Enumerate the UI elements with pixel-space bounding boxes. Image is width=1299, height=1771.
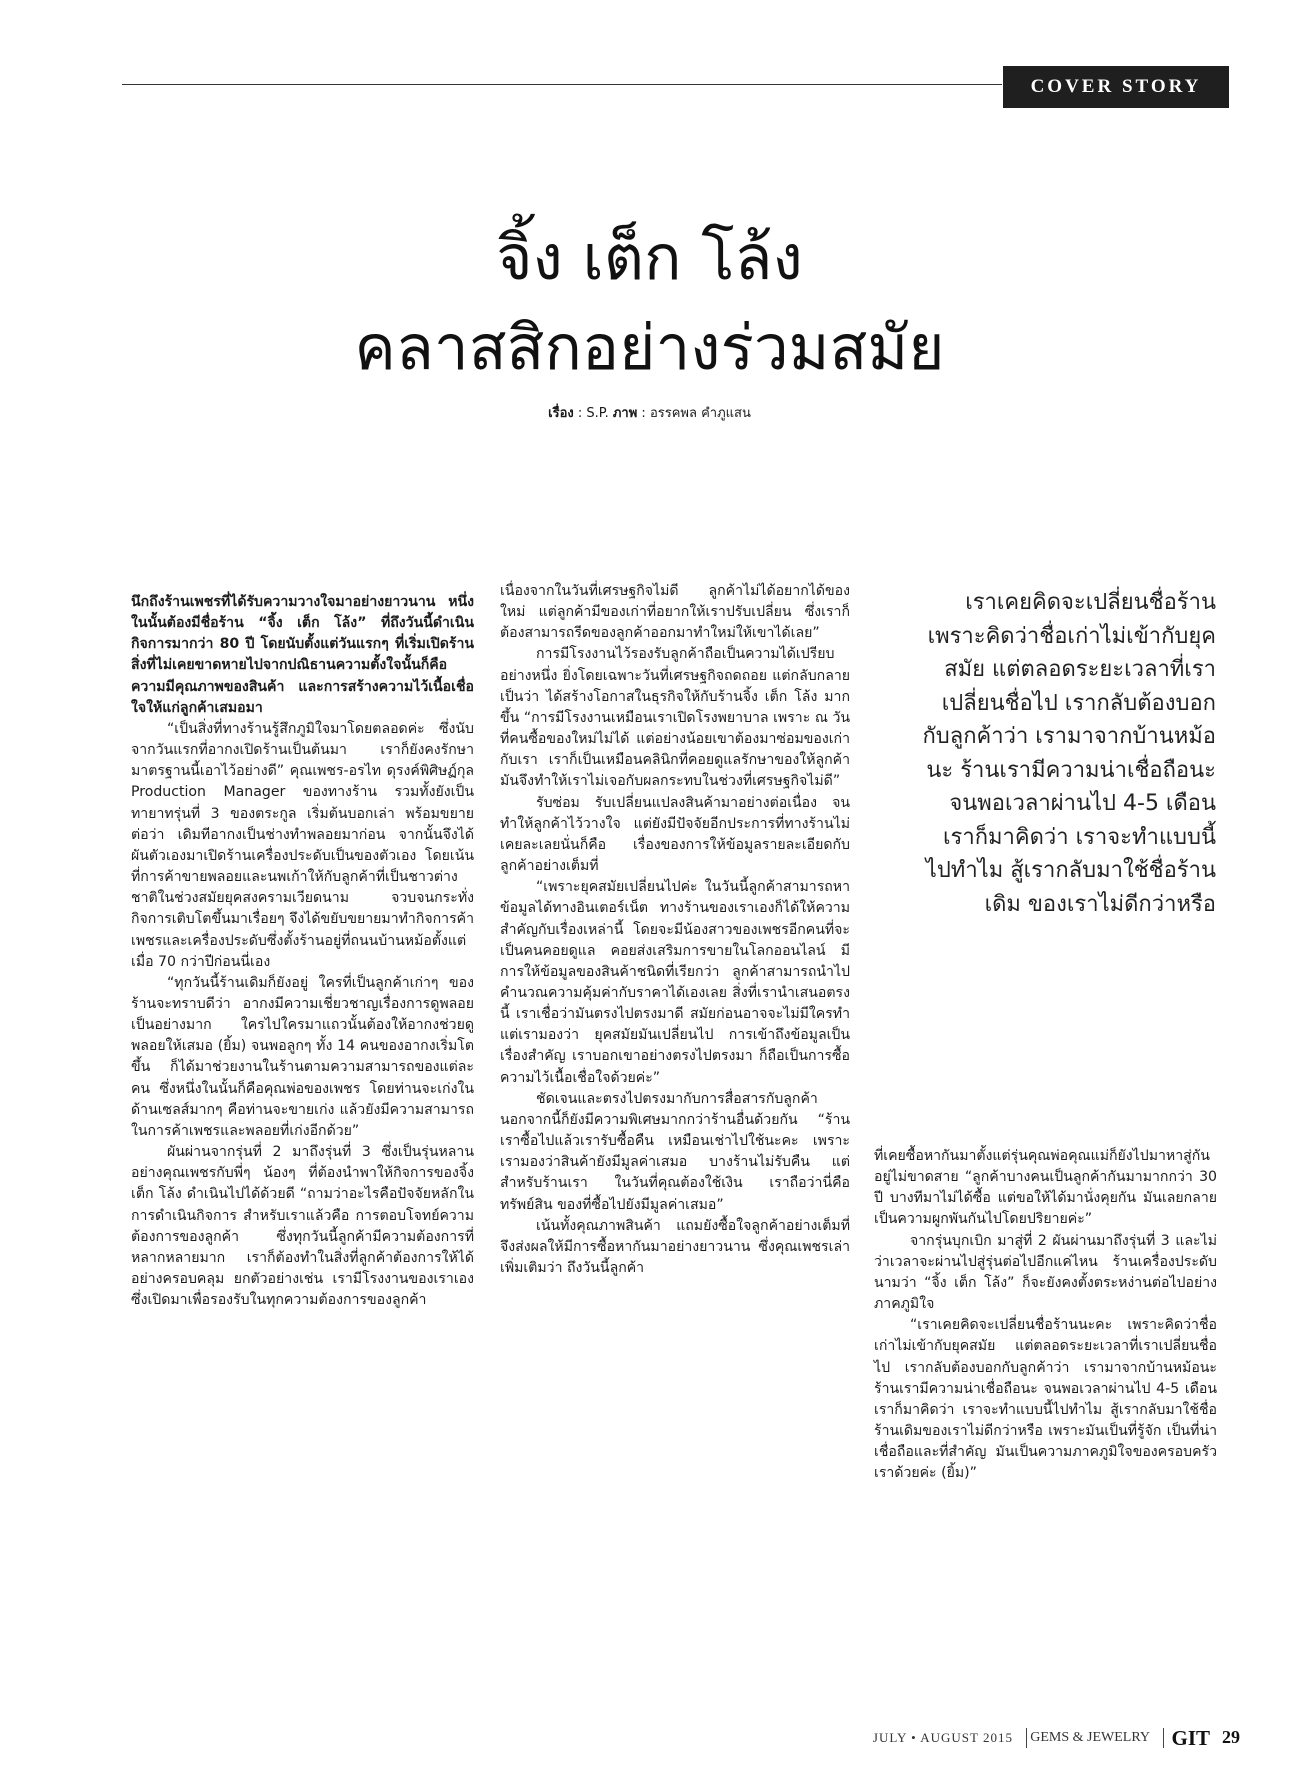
issue-date: JULY • AUGUST 2015 bbox=[872, 1730, 1013, 1745]
paragraph: จากรุ่นบุกเบิก มาสู่ที่ 2 ผันผ่านมาถึงรุ่นที่ 3 และไม่ว่าเวลาจะผ่านไปสู่รุ่นต่อไปอีกแค่ไหน ร้านเครื่องประดับนามว่า “จิ้ง เต็ก โล้ง” ก็จะยังคงตั้งตระหง่านต่อไปอย่างภาคภูมิใจ bbox=[874, 1232, 1217, 1313]
paragraph: “เพราะยุคสมัยเปลี่ยนไปค่ะ ในวันนี้ลูกค้าสามารถหาข้อมูลได้ทางอินเตอร์เน็ต ทางร้านของเราเองก็ได้ให้ความสำคัญกับเรื่องเหล่านี้ โดยจะมีน้องสาวของเพชรอีกคนที่จะเป็นคนคอยดูแล คอยส่งเสริมการขายในโลกออนไลน์ มีการให้ข้อมูลของสินค้าชนิดที่เรียกว่า ลูกค้าสามารถนำไปคำนวณความคุ้มค่ากับราคาได้เองเลย สิ่งที่เรานำเสนอตรงนี้ เราเชื่อว่ามันตรงไปตรงมาดี สมัยก่อนอาจจะไม่มีใครทำ แต่เรามองว่า ยุคสมัยมันเปลี่ยนไป การเข้าถึงข้อมูลเป็นเรื่องสำคัญ เราบอกเขาอย่างตรงไปตรงมา ก็ถือเป็นการซื้อความไว้เนื้อเชื่อใจด้วยค่ะ” bbox=[500, 879, 850, 1086]
paragraph: การมีโรงงานไว้รองรับลูกค้าถือเป็นความได้เปรียบอย่างหนึ่ง ยิ่งโดยเฉพาะวันที่เศรษฐกิจถดถอย แต่กลับกลายเป็นว่า ได้สร้างโอกาสในธุรกิจให้กับร้านจิ้ง เต็ก โล้ง มากขึ้น “การมีโรงงานเหมือนเราเปิดโรงพยาบาล เพราะ ณ วันที่คนซื้อของใหม่ไม่ได้ แต่อย่างน้อยเขาต้องมาซ่อมของเก่ากับเรา เราก็เป็นเหมือนคลินิกที่คอยดูแลรักษาของให้ลูกค้า มันจึงทำให้เราไม่เจอกับผลกระทบในช่วงที่เศรษฐกิจไม่ดี” bbox=[500, 646, 850, 790]
page-number: 29 bbox=[1222, 1727, 1240, 1747]
lead-paragraph: นึกถึงร้านเพชรที่ได้รับความวางใจมาอย่างยาวนาน หนึ่งในนั้นต้องมีชื่อร้าน “จิ้ง เต็ก โล้ง” ที่ถึงวันนี้ดำเนินกิจการมากว่า 80 ปี โดยนับตั้งแต่วันแรกๆ ที่เริ่มเปิดร้าน สิ่งที่ไม่เคยขาดหายไปจากปณิธานความตั้งใจนั้นก็คือความมีคุณภาพของสินค้า และการสร้างความไว้เนื้อเชื่อใจให้แก่ลูกค้าเสมอมา bbox=[131, 594, 474, 716]
footer-divider bbox=[1026, 1728, 1027, 1748]
byline bbox=[0, 402, 1299, 423]
pull-quote: เราเคยคิดจะเปลี่ยนชื่อร้าน เพราะคิดว่าชื่อเก่าไม่เข้ากับยุคสมัย แต่ตลอดระยะเวลาที่เราเปลี่ยนชื่อไป เรากลับต้องบอกกับลูกค้าว่า เรามาจากบ้านหม้อนะ ร้านเรามีความน่าเชื่อถือนะ จนพอเวลาผ่านไป 4-5 เดือน เราก็มาคิดว่า เราจะทำแบบนี้ไปทำไม สู้เรากลับมาใช้ชื่อร้านเดิม ของเราไม่ดีกว่าหรือ bbox=[922, 590, 1216, 917]
paragraph: ผันผ่านจากรุ่นที่ 2 มาถึงรุ่นที่ 3 ซึ่งเป็นรุ่นหลานอย่างคุณเพชรกับพี่ๆ น้องๆ ที่ต้องนำพาให้กิจการของจิ้ง เต็ก โล้ง ดำเนินไปได้ด้วยดี “ถามว่าอะไรคือปัจจัยหลักในการดำเนินกิจการ สำหรับเราแล้วคือ การตอบโจทย์ความต้องการของลูกค้า ซึ่งทุกวันนี้ลูกค้ามีความต้องการที่หลากหลายมาก เราก็ต้องทำในสิ่งที่ลูกค้าต้องการให้ได้อย่างครอบคลุม ยกตัวอย่างเช่น เรามีโรงงานของเราเอง ซึ่งเปิดมาเพื่อรองรับในทุกความต้องการของลูกค้า bbox=[131, 1144, 474, 1309]
byline-story-label: เรื่อง bbox=[548, 406, 574, 421]
article-title-line-2: คลาสสิกอย่างร่วมสมัย bbox=[354, 311, 945, 384]
page-footer bbox=[0, 1728, 1240, 1752]
byline-story: : S.P. bbox=[573, 406, 613, 421]
magazine-name: GEMS & JEWELRY bbox=[1030, 1730, 1150, 1745]
brand-logo: GIT bbox=[1171, 1726, 1210, 1750]
paragraph: “เป็นสิ่งที่ทางร้านรู้สึกภูมิใจมาโดยตลอดค่ะ ซึ่งนับจากวันแรกที่อากงเปิดร้านเป็นต้นมา เราก็ยังคงรักษามาตรฐานนี้เอาไว้อย่างดี” คุณเพชร-อรไท ดุรงค์พิศิษฏ์กุล Production Manager ของทางร้าน รวมทั้งยังเป็นทายาทรุ่นที่ 3 ของตระกูล เริ่มต้นบอกเล่า พร้อมขยายต่อว่า เดิมทีอากงเป็นช่างทำพลอยมาก่อน จากนั้นจึงได้ผันตัวเองมาเปิดร้านเครื่องประดับเป็นของตัวเอง โดยเน้นที่การค้าขายพลอยและนพเก้าให้กับลูกค้าที่เป็นชาวต่างชาติในช่วงสมัยยุคสงครามเวียดนาม จวบจนกระทั่งกิจการเติบโตขึ้นมาเรื่อยๆ จึงได้ขยับขยายมาทำกิจการค้าเพชรและเครื่องประดับซึ่งตั้งร้านอยู่ที่ถนนบ้านหม้อตั้งแต่เมื่อ 70 กว่าปีก่อนนี่เอง bbox=[131, 720, 474, 970]
section-tag: COVER STORY bbox=[1003, 66, 1229, 108]
column-3 bbox=[874, 1146, 1217, 1485]
byline-photo: : อรรคพล คำภูแสน bbox=[637, 406, 751, 421]
footer-divider bbox=[1163, 1728, 1164, 1748]
header-rule bbox=[122, 84, 1002, 85]
paragraph: เน้นทั้งคุณภาพสินค้า แถมยังซื้อใจลูกค้าอย่างเต็มที่ จึงส่งผลให้มีการซื้อหากันมาอย่างยาวนาน ซึ่งคุณเพชรเล่าเพิ่มเติมว่า ถึงวันนี้ลูกค้า bbox=[500, 1217, 850, 1276]
paragraph: ที่เคยซื้อหากันมาตั้งแต่รุ่นคุณพ่อคุณแม่ก็ยังไปมาหาสู่กันอยู่ไม่ขาดสาย “ลูกค้าบางคนเป็นลูกค้ากันมามากกว่า 30 ปี บางทีมาไม่ได้ซื้อ แต่ขอให้ได้มานั่งคุยกัน มันเลยกลายเป็นความผูกพันกันไปโดยปริยายค่ะ” bbox=[874, 1148, 1217, 1228]
byline-photo-label: ภาพ bbox=[612, 406, 638, 421]
paragraph: “เราเคยคิดจะเปลี่ยนชื่อร้านนะคะ เพราะคิดว่าชื่อเก่าไม่เข้ากับยุคสมัย แต่ตลอดระยะเวลาที่เราเปลี่ยนชื่อไป เรากลับต้องบอกกับลูกค้าว่า เรามาจากบ้านหม้อนะ ร้านเรามีความน่าเชื่อถือนะ จนพอเวลาผ่านไป 4-5 เดือน เราก็มาคิดว่า เราจะทำแบบนี้ไปทำไม สู้เรากลับมาใช้ชื่อร้านเดิมของเราไม่ดีกว่าหรือ เพราะมันเป็นที่รู้จัก เป็นที่น่าเชื่อถือและที่สำคัญ มันเป็นความภาคภูมิใจของครอบครัวเราด้วยค่ะ (ยิ้ม)” bbox=[874, 1317, 1217, 1482]
column-2 bbox=[500, 581, 850, 1279]
paragraph: “ทุกวันนี้ร้านเดิมก็ยังอยู่ ใครที่เป็นลูกค้าเก่าๆ ของร้านจะทราบดีว่า อากงมีความเชี่ยวชาญเรื่องการดูพลอยเป็นอย่างมาก ใครไปใครมาแถวนั้นต้องให้อากงช่วยดูพลอยให้เสมอ (ยิ้ม) จนพอลูกๆ ทั้ง 14 คนของอากงเริ่มโตขึ้น ก็ได้มาช่วยงานในร้านตามความสามารถของแต่ละคน ซึ่งหนึ่งในนั้นก็คือคุณพ่อของเพชร โดยท่านจะเก่งในด้านเซลส์มากๆ คือท่านจะขายเก่ง แล้วยังมีความสามารถในการค้าเพชรและพลอยที่เก่งอีกด้วย” bbox=[131, 974, 474, 1139]
article-title-line-1: จิ้ง เต็ก โล้ง bbox=[496, 221, 803, 294]
paragraph: รับซ่อม รับเปลี่ยนแปลงสินค้ามาอย่างต่อเนื่อง จนทำให้ลูกค้าไว้วางใจ แต่ยังมีปัจจัยอีกประการที่ทางร้านไม่เคยละเลยนั่นก็คือ เรื่องของการให้ข้อมูลรายละเอียดกับลูกค้าอย่างเต็มที่ bbox=[500, 794, 850, 875]
paragraph: เนื่องจากในวันที่เศรษฐกิจไม่ดี ลูกค้าไม่ได้อยากได้ของใหม่ แต่ลูกค้ามีของเก่าที่อยากให้เราปรับเปลี่ยน ซึ่งเราก็ต้องสามารถรีดของลูกค้าออกมาทำใหม่ให้เขาได้เลย” bbox=[500, 583, 850, 642]
paragraph: ชัดเจนและตรงไปตรงมากับการสื่อสารกับลูกค้า นอกจากนี้ก็ยังมีความพิเศษมากกว่าร้านอื่นด้วยกัน “ร้านเราซื้อไปแล้วเรารับซื้อคืน เหมือนเช่าไปใช้นะคะ เพราะเรามองว่าสินค้ายังมีมูลค่าเสมอ บางร้านไม่รับคืน แต่สำหรับร้านเรา ในวันที่คุณต้องใช้เงิน เราถือว่านี่คือทรัพย์สิน ของที่ซื้อไปยังมีมูลค่าเสมอ” bbox=[500, 1090, 850, 1213]
column-1 bbox=[131, 592, 474, 1311]
